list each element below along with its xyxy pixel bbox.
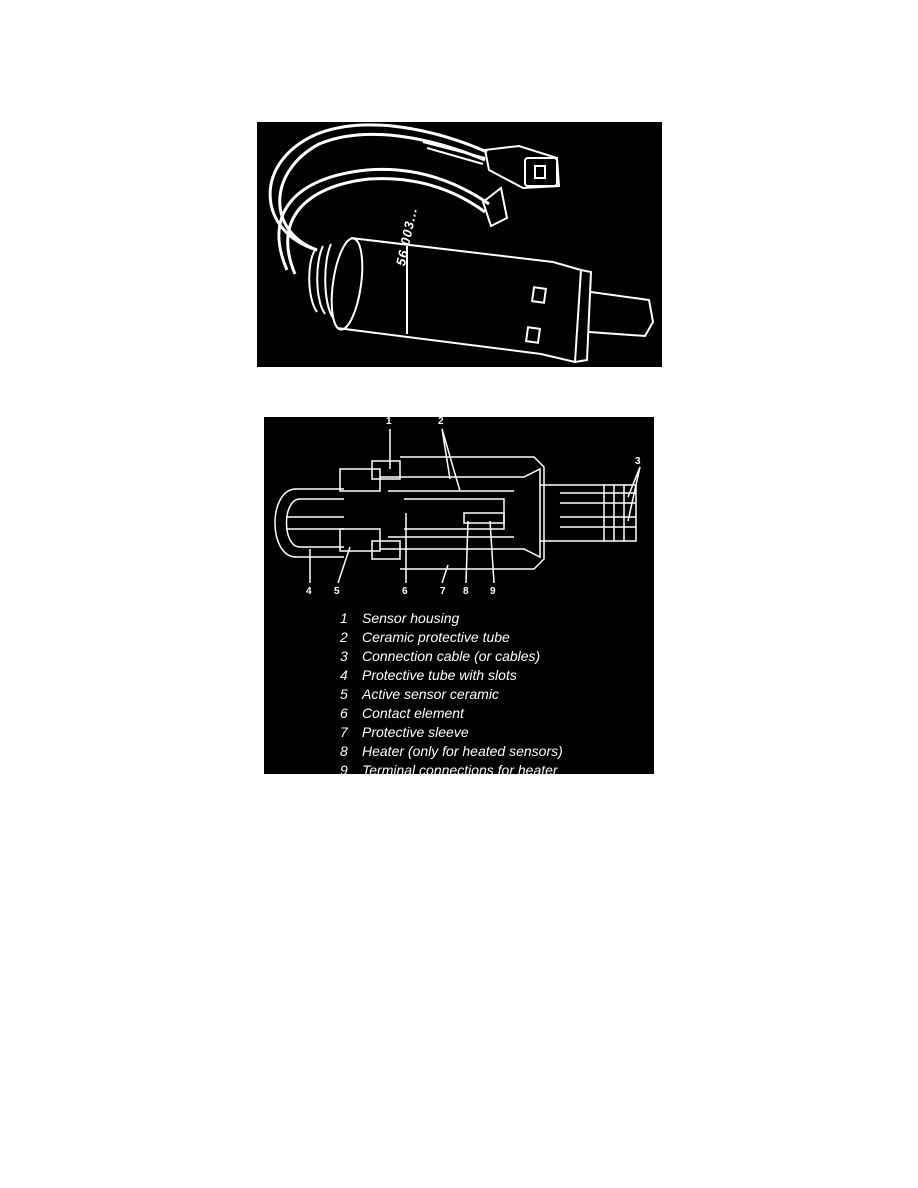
legend-item (340, 723, 563, 742)
legend-item (340, 609, 563, 628)
legend-text: Active sensor ceramic (362, 686, 499, 702)
legend-number: 1 (340, 610, 348, 626)
legend-item (340, 704, 563, 723)
sensor-housing-thread-bottom (340, 529, 380, 551)
connector-plug (423, 142, 559, 226)
legend-number: 7 (340, 724, 348, 740)
legend-text: Terminal connections for heater (362, 762, 558, 774)
legend-item (340, 761, 563, 774)
legend-text: Ceramic protective tube (362, 629, 510, 645)
legend-item (340, 685, 563, 704)
legend-number: 8 (340, 743, 348, 759)
callout-4: 4 (306, 586, 312, 597)
parts-legend (340, 609, 563, 774)
callout-1: 1 (386, 417, 392, 427)
callout-5: 5 (334, 586, 340, 597)
callout-9: 9 (490, 586, 496, 597)
legend-item (340, 628, 563, 647)
legend-item (340, 742, 563, 761)
legend-number: 4 (340, 667, 348, 683)
leader-5 (338, 547, 350, 583)
legend-number: 6 (340, 705, 348, 721)
callout-8: 8 (463, 586, 469, 597)
callout-3: 3 (635, 456, 641, 467)
legend-item (340, 666, 563, 685)
oxygen-sensor-illustration (257, 122, 662, 367)
leader-7 (442, 565, 448, 583)
legend-text: Protective tube with slots (362, 667, 517, 683)
legend-number: 3 (340, 648, 348, 664)
legend-text: Protective sleeve (362, 724, 469, 740)
legend-text: Contact element (362, 705, 464, 721)
heater-element (464, 513, 504, 523)
sensor-housing-thread-top (340, 469, 380, 491)
callout-2: 2 (438, 417, 444, 427)
legend-item (340, 647, 563, 666)
leader-8 (466, 521, 468, 583)
callout-6: 6 (402, 586, 408, 597)
legend-number: 9 (340, 762, 348, 774)
legend-number: 5 (340, 686, 348, 702)
sensor-cable (270, 125, 489, 274)
legend-text: Heater (only for heated sensors) (362, 743, 563, 759)
oxygen-sensor-photo (257, 122, 662, 367)
leader-9 (490, 521, 494, 583)
sensor-cutaway-diagram (264, 417, 654, 774)
callout-7: 7 (440, 586, 446, 597)
part-number-marking: 56 003... (393, 205, 421, 268)
legend-text: Connection cable (or cables) (362, 648, 541, 664)
leader-2b (442, 429, 460, 491)
sensor-body (309, 236, 653, 362)
legend-text: Sensor housing (362, 610, 460, 626)
legend-number: 2 (340, 629, 348, 645)
